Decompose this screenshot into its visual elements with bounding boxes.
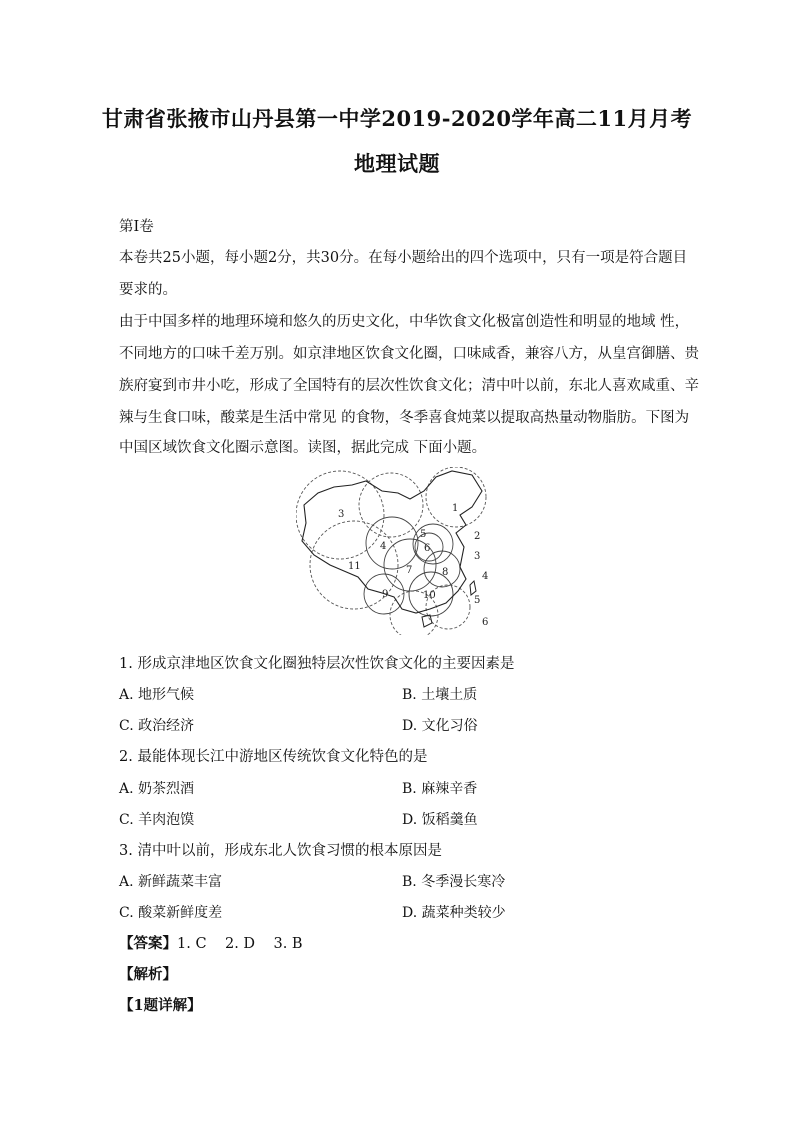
question-option: A. 新鲜蔬菜丰富: [119, 874, 223, 890]
page-title: 甘肃省张掖市山丹县第一中学2019-2020学年高二11月月考: [101, 106, 693, 131]
region-label: 6: [424, 543, 431, 554]
region-label: 4: [380, 541, 387, 552]
question-option: A. 地形气候: [119, 687, 195, 703]
food-culture-region-map: [296, 467, 502, 635]
analysis-label: 【解析】: [119, 966, 177, 983]
question-option: A. 奶茶烈酒: [119, 781, 195, 797]
question-option: D. 饭稻羹鱼: [402, 812, 478, 828]
passage-line: 由于中国多样的地理环境和悠久的历史文化，中华饮食文化极富创造性和明显的地域 性，: [119, 314, 690, 330]
question-option: D. 蔬菜种类较少: [402, 905, 506, 921]
question-option: B. 土壤土质: [402, 687, 478, 703]
region-label: 2: [474, 531, 481, 542]
section-label: 第I卷: [119, 219, 154, 235]
region-label: 5: [420, 529, 427, 540]
question-stem: 3. 清中叶以前，形成东北人饮食习惯的根本原因是: [119, 843, 442, 859]
region-label: 6: [482, 617, 489, 628]
passage-line: 族府宴到市井小吃，形成了全国特有的层次性饮食文化；清中叶以前，东北人喜欢咸重、辛: [119, 378, 699, 394]
question-option: C. 政治经济: [119, 718, 195, 734]
analysis-detail: 【1题详解】: [119, 997, 202, 1014]
question-option: B. 麻辣辛香: [402, 781, 478, 797]
question-option: C. 酸菜新鲜度差: [119, 905, 223, 921]
question-option: B. 冬季漫长寒冷: [402, 874, 506, 890]
passage-line: 辣与生食口味，酸菜是生活中常见 的食物，冬季喜食炖菜以提取高热量动物脂肪。下图为: [119, 410, 690, 426]
passage-line: 中国区域饮食文化圈示意图。读图，据此完成 下面小题。: [119, 440, 487, 456]
region-label: 8: [442, 567, 449, 578]
region-label: 7: [406, 565, 413, 576]
region-label: 3: [338, 509, 345, 520]
instruction-line: 本卷共25小题，每小题2分，共30分。在每小题给出的四个选项中，只有一项是符合题目: [119, 250, 688, 266]
region-label: 4: [482, 571, 489, 582]
question-option: D. 文化习俗: [402, 718, 478, 734]
answer-line: [119, 934, 303, 954]
region-label: 1: [452, 503, 459, 514]
instruction-line: 要求的。: [119, 282, 177, 298]
question-stem: 1. 形成京津地区饮食文化圈独特层次性饮食文化的主要因素是: [119, 656, 515, 672]
region-label: 9: [382, 589, 389, 600]
answer-text: 1. C 2. D 3. B: [177, 936, 303, 952]
question-stem: 2. 最能体现长江中游地区传统饮食文化特色的是: [119, 749, 428, 765]
passage-line: 不同地方的口味千差万别。如京津地区饮食文化圈，口味咸香，兼容八方，从皇宫御膳、贵: [119, 346, 699, 362]
question-option: C. 羊肉泡馍: [119, 812, 195, 828]
page-subtitle: 地理试题: [354, 151, 440, 176]
region-label: 10: [423, 590, 436, 601]
answer-label: 【答案】: [119, 935, 177, 952]
region-label: 3: [474, 551, 481, 562]
region-label: 5: [474, 595, 481, 606]
region-label: 11: [348, 561, 361, 572]
